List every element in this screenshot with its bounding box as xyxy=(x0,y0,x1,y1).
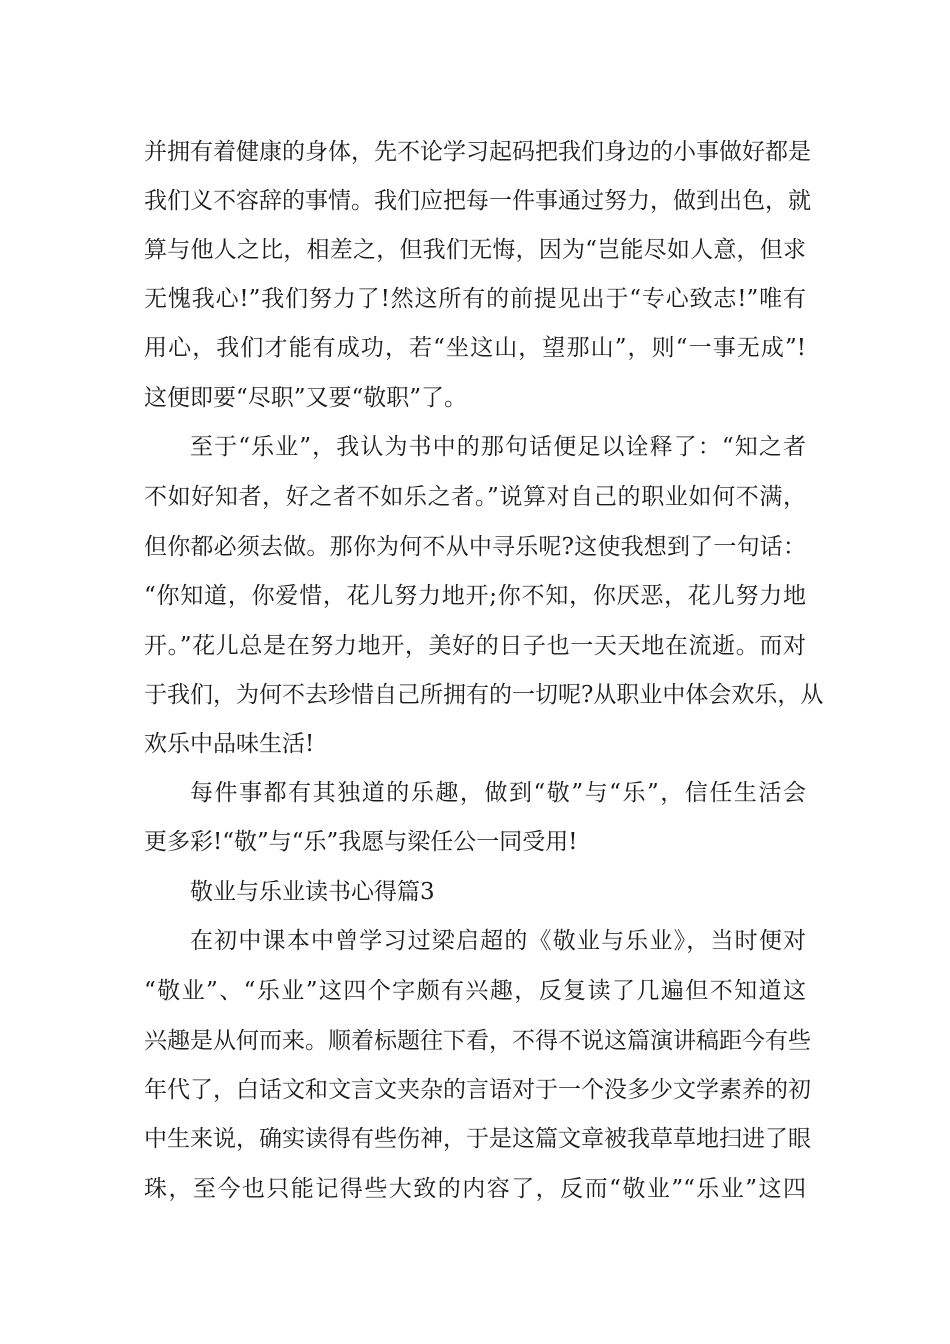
text-line: 珠，至今也只能记得些大致的内容了，反而“敬业”“乐业”这四 xyxy=(144,1176,806,1202)
text-line: 这便即要“尽职”又要“敬职”了。 xyxy=(144,385,468,411)
text-line: 用心，我们才能有成功，若“坐这山，望那山”，则“一事无成”! xyxy=(144,335,806,361)
text-line: 兴趣是从何而来。顺着标题往下看，不得不说这篇演讲稿距今有些 xyxy=(144,1028,811,1054)
text-line: 更多彩!“敬”与“乐”我愿与梁任公一同受用! xyxy=(144,829,578,855)
section-heading: 敬业与乐业读书心得篇3 xyxy=(190,879,435,905)
paragraph-first-line: 每件事都有其独道的乐趣，做到“敬”与“乐”，信任生活会 xyxy=(190,780,806,806)
text-line: “敬业”、“乐业”这四个字颇有兴趣，反复读了几遍但不知道这 xyxy=(144,978,806,1004)
paragraph-first-line: 至于“乐业”，我认为书中的那句话便足以诠释了：“知之者 xyxy=(190,434,806,460)
text-line: 算与他人之比，相差之，但我们无悔，因为“岂能尽如人意，但求 xyxy=(144,237,806,263)
text-line: 并拥有着健康的身体，先不论学习起码把我们身边的小事做好都是 xyxy=(144,139,811,165)
text-line: 不如好知者，好之者不如乐之者。”说算对自己的职业如何不满， xyxy=(144,484,806,510)
text-line: 我们义不容辞的事情。我们应把每一件事通过努力，做到出色，就 xyxy=(144,188,811,214)
text-line: 中生来说，确实读得有些伤神，于是这篇文章被我草草地扫进了眼 xyxy=(144,1126,811,1152)
text-line: 开。”花儿总是在努力地开，美好的日子也一天天地在流逝。而对 xyxy=(144,633,806,659)
text-line: 于我们，为何不去珍惜自己所拥有的一切呢?从职业中体会欢乐，从 xyxy=(144,682,824,708)
text-line: “你知道，你爱惜，花儿努力地开;你不知，你厌恶，花儿努力地 xyxy=(144,583,806,609)
paragraph-first-line: 在初中课本中曾学习过梁启超的《敬业与乐业》，当时便对 xyxy=(190,928,806,954)
text-line: 年代了，白话文和文言文夹杂的言语对于一个没多少文学素养的初 xyxy=(144,1077,811,1103)
text-line: 但你都必须去做。那你为何不从中寻乐呢?这使我想到了一句话： xyxy=(144,534,806,560)
text-line: 无愧我心!”我们努力了!然这所有的前提见出于“专心致志!”唯有 xyxy=(144,286,806,312)
text-line: 欢乐中品味生活! xyxy=(144,731,315,757)
